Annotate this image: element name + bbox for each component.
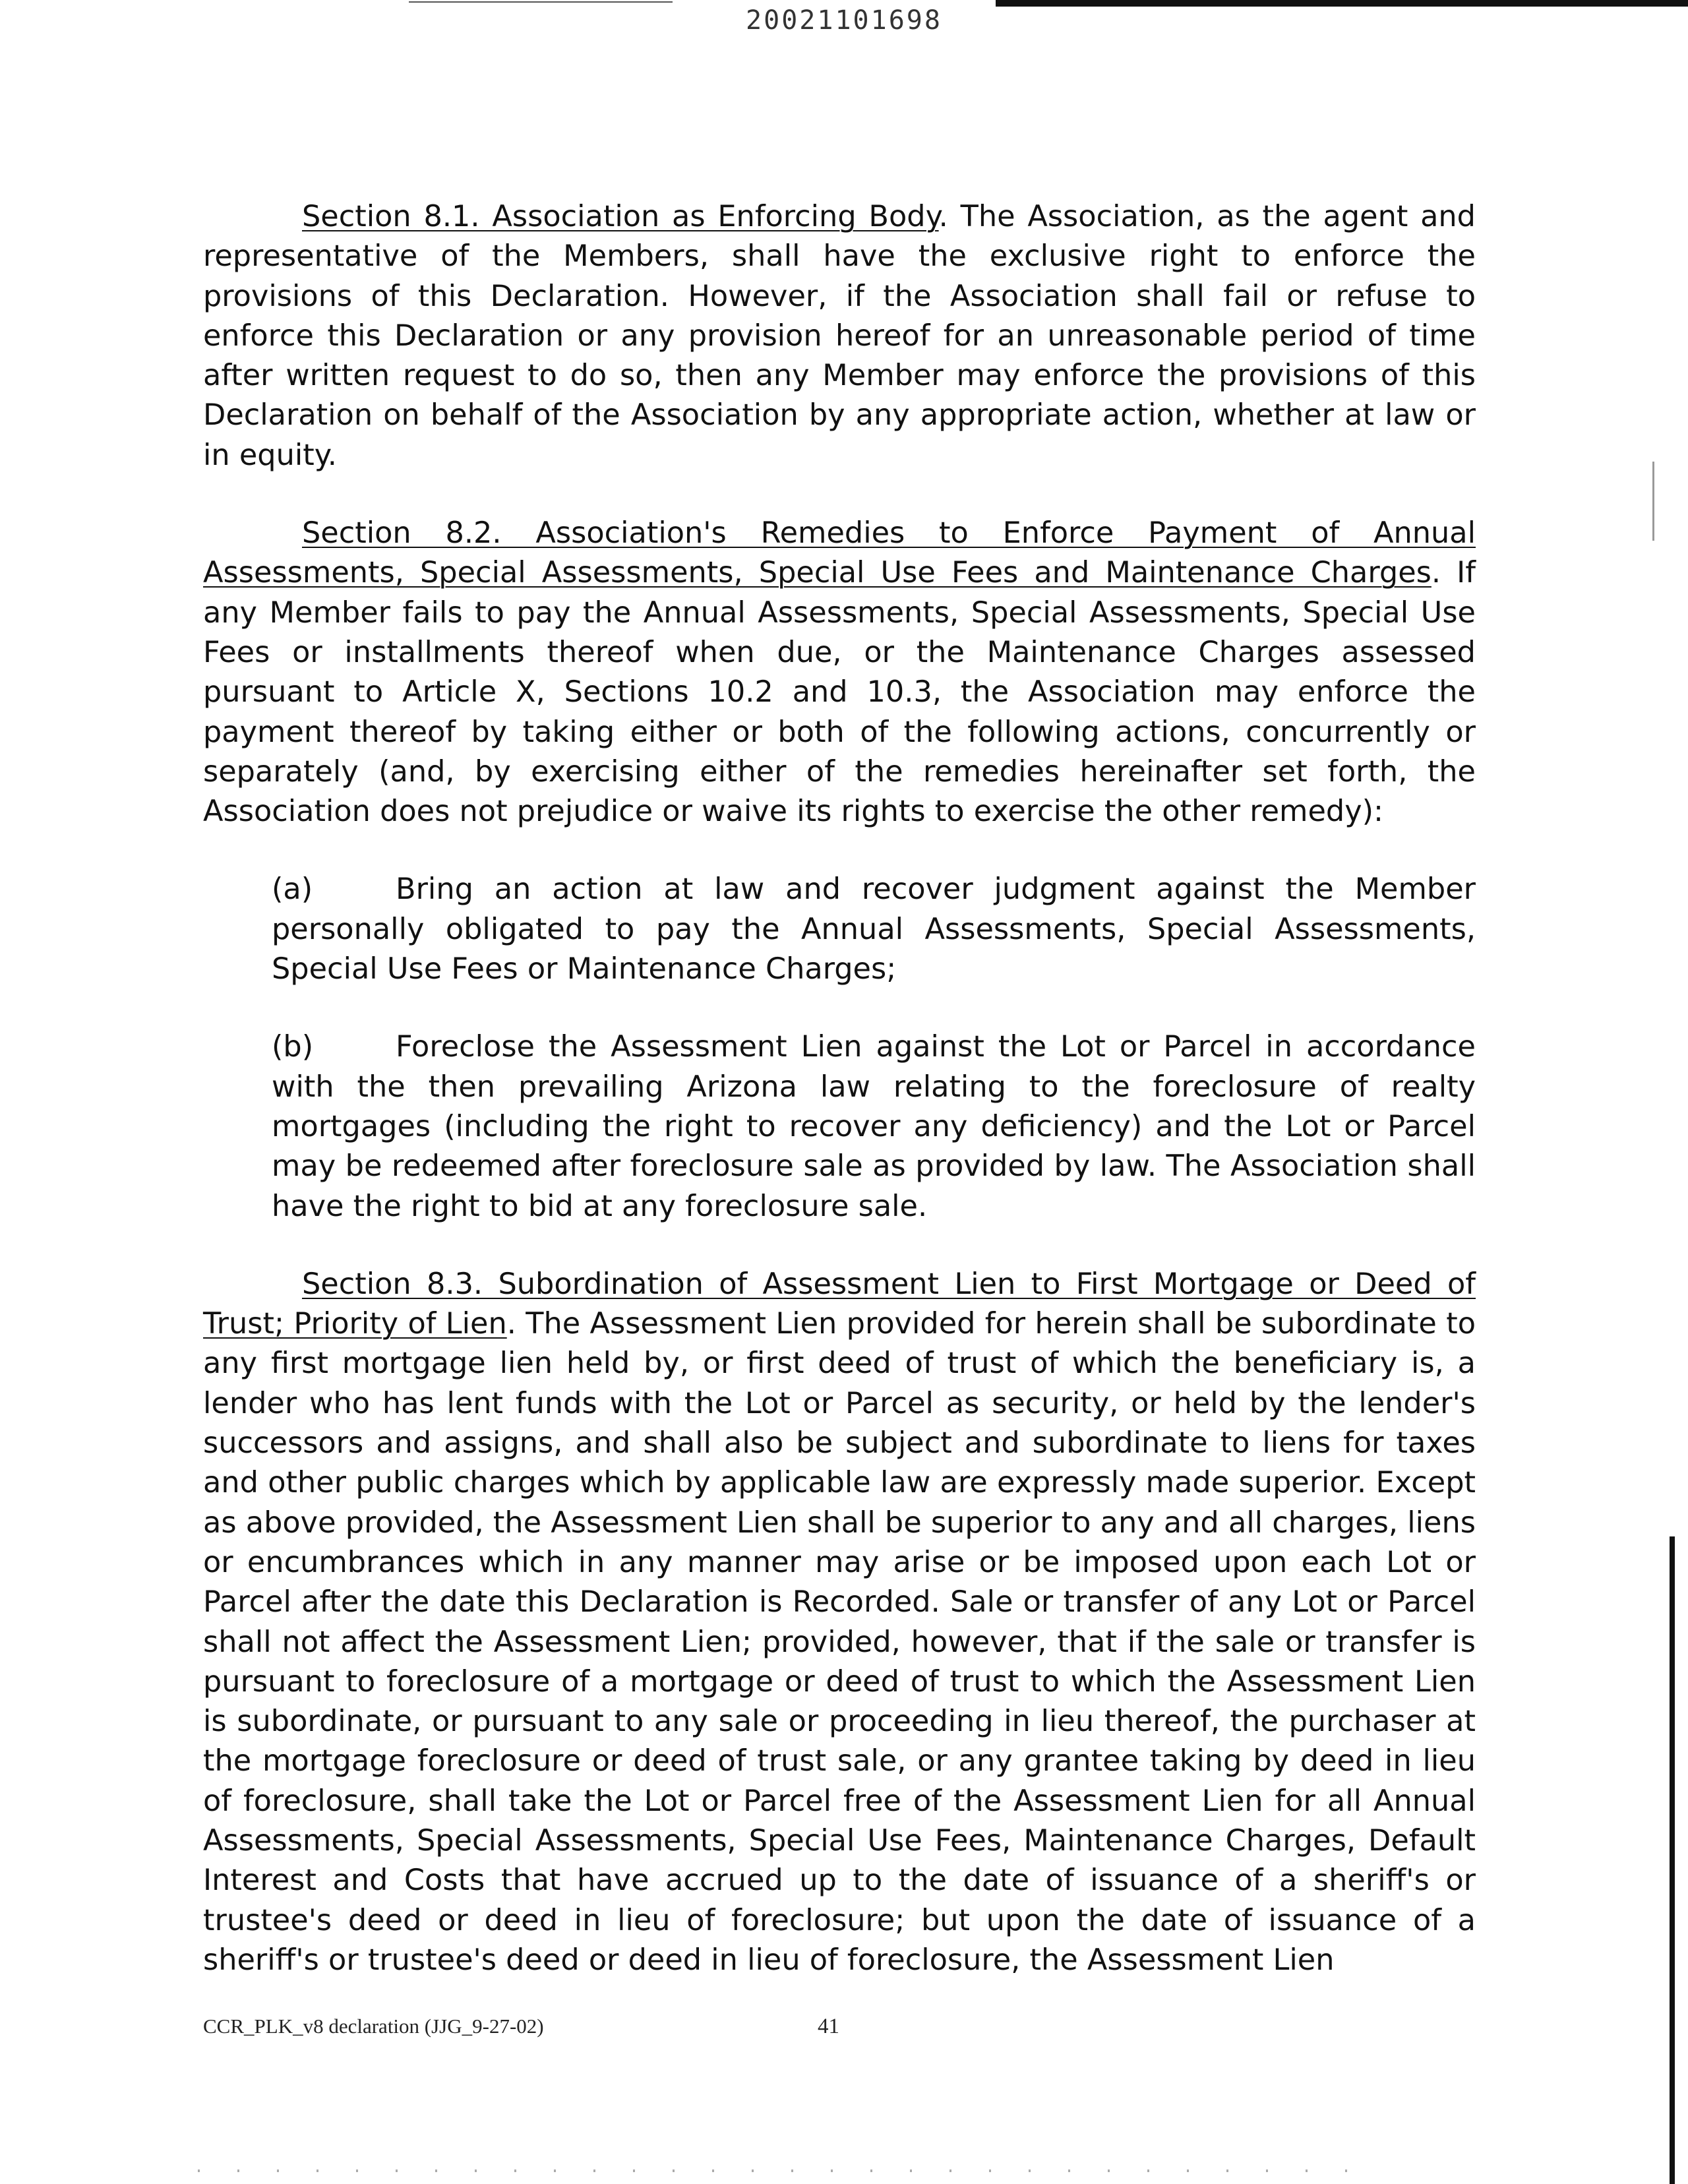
footer-document-id: CCR_PLK_v8 declaration (JJG_9-27-02) [203, 2015, 544, 2038]
section-body: . If any Member fails to pay the Annual Assessments, Special Assessments, Special Use Fees or installments thereof when due, or the Maintenance Charges assessed pursuant to Article X, Sections 10.2 and 10.3, the Association may enforce the payment thereof by taking either or both of the following actions, concurrently or separately (and, by exercising either of the remedies hereinafter set forth, the Association does not prejudice or waive its rights to exercise the other remedy): [203, 555, 1476, 829]
document-body [203, 197, 1476, 1980]
section-body: . The Association, as the agent and representative of the Members, shall have the exclusive right to enforce the provisions of this Declaration. However, if the Association shall fail or refuse to enforce this Declaration or any provision hereof for an unreasonable period of time after written request to do so, then any Member may enforce the provisions of this Declaration on behalf of the Association by any appropriate action, whether at law or in equity. [203, 199, 1476, 472]
section-heading: Section 8.2. Association's Remedies to Enforce Payment of Annual Assessments, Special Assessments, Special Use Fees and Maintenance Charges [203, 516, 1476, 590]
section-8-3 [203, 1264, 1476, 1980]
list-item [272, 1027, 1476, 1225]
recording-number: 20021101698 [746, 5, 942, 36]
list-item-label: (b) [272, 1029, 314, 1064]
scan-artifact-rule [409, 1, 673, 3]
section-heading: Section 8.3. Subordination of Assessment Lien to First Mortgage or Deed of Trust; Priority of Lien [203, 1266, 1476, 1341]
scan-artifact-dots [198, 2169, 1385, 2172]
list-item-text: Bring an action at law and recover judgment against the Member personally obligated to pay the Annual Assessments, Special Assessments, Special Use Fees or Maintenance Charges; [272, 872, 1476, 986]
section-body: . The Assessment Lien provided for herein shall be subordinate to any first mortgage lien held by, or first deed of trust of which the beneficiary is, a lender who has lent funds with the Lot or Parcel as security, or held by the lender's successors and assigns, and shall also be subject and subordinate to liens for taxes and other public charges which by applicable law are expressly made superior. Except as above provided, the Assessment Lien shall be superior to any and all charges, liens or encumbrances which in any manner may arise or be imposed upon each Lot or Parcel after the date this Declaration is Recorded. Sale or transfer of any Lot or Parcel shall not affect the Assessment Lien; provided, however, that if the sale or transfer is pursuant to foreclosure of a mortgage or deed of trust to which the Assessment Lien is subordinate, or pursuant to any sale or proceeding in lieu thereof, the purchaser at the mortgage foreclosure or deed of trust sale, or any grantee taking by deed in lieu of foreclosure, shall take the Lot or Parcel free of the Assessment Lien for all Annual Assessments, Special Assessments, Special Use Fees, Maintenance Charges, Default Interest and Costs that have accrued up to the date of issuance of a sheriff's or trustee's deed or deed in lieu of foreclosure; but upon the date of issuance of a sheriff's or trustee's deed or deed in lieu of foreclosure, the Assessment Lien [203, 1306, 1476, 1977]
scan-artifact-speck [1652, 462, 1654, 541]
section-8-1 [203, 197, 1476, 475]
list-item-text: Foreclose the Assessment Lien against the Lot or Parcel in accordance with the then prevailing Arizona law relating to the foreclosure of realty mortgages (including the right to recover any deficiency) and the Lot or Parcel may be redeemed after foreclosure sale as provided by law. The Association shall have the right to bid at any foreclosure sale. [272, 1029, 1476, 1223]
list-item-label: (a) [272, 872, 313, 907]
scan-artifact-edge [1670, 1536, 1675, 2184]
list-item [272, 869, 1476, 988]
section-heading: Section 8.1. Association as Enforcing Body [302, 199, 939, 233]
page-number: 41 [818, 2015, 839, 2038]
section-8-2 [203, 513, 1476, 831]
